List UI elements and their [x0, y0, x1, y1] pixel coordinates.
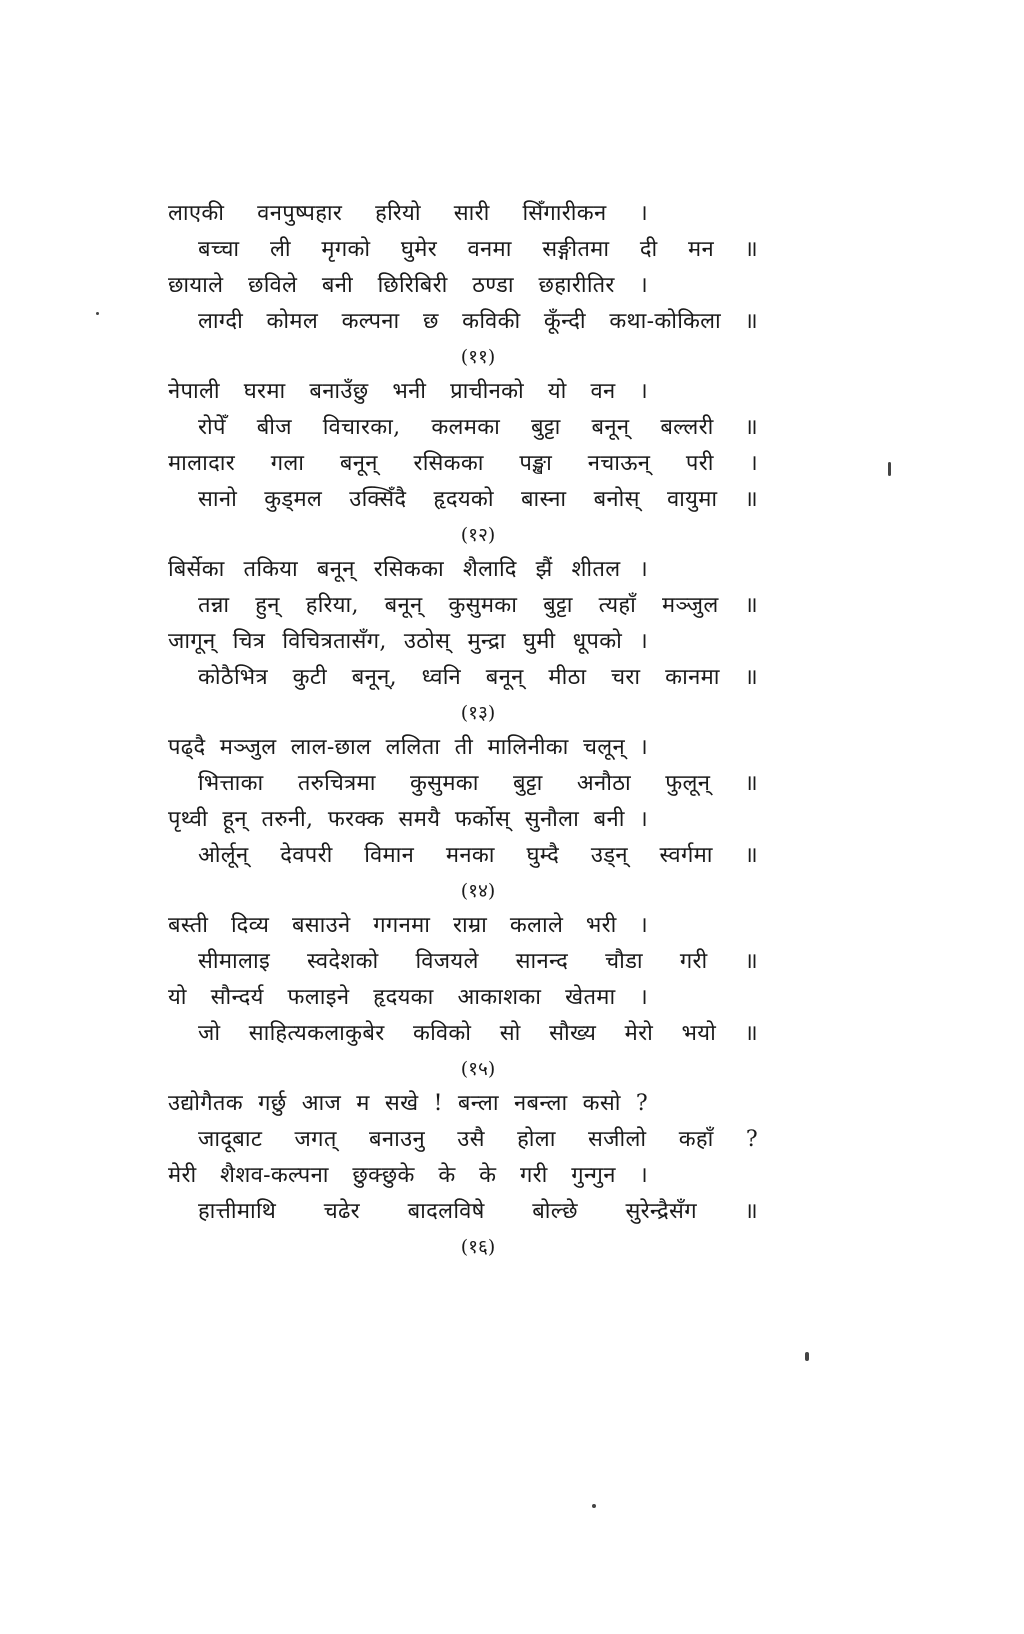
- stanza-11: [168, 196, 758, 374]
- verse-line: जो साहित्यकलाकुबेर कविको सो सौख्य मेरो भयो ॥: [198, 1021, 758, 1046]
- verse-line: बिर्सेका तकिया बनून् रसिकका शैलादि झैं शीतल ।: [168, 557, 648, 582]
- verse-line: भित्ताका तरुचित्रमा कुसुमका बुट्टा अनौठा फुलून् ॥: [198, 771, 758, 796]
- verse-line: पढ्दै मञ्जुल लाल-छाल ललिता ती मालिनीका चलून् ।: [168, 735, 648, 760]
- verse-line: तन्ना हुन् हरिया, बनून् कुसुमका बुट्टा त्यहाँ मञ्जुल ॥: [198, 593, 758, 618]
- verse-number: (१६): [460, 1236, 496, 1258]
- verse-line: लाएकी वनपुष्पहार हरियो सारी सिँगारीकन ।: [168, 201, 648, 226]
- verse-number: (१२): [460, 524, 496, 546]
- verse-number: (११): [460, 346, 496, 368]
- verse-line: सानो कुड्मल उक्सिँदै हृदयको बास्ना बनोस् वायुमा ॥: [198, 487, 758, 512]
- stanza-14: [168, 730, 758, 908]
- verse-line: बस्ती दिव्य बसाउने गगनमा राम्रा कलाले भरी ।: [168, 913, 648, 938]
- scan-speck: [888, 462, 891, 476]
- verse-line: यो सौन्दर्य फलाइने हृदयका आकाशका खेतमा ।: [168, 985, 648, 1010]
- verse-line: नेपाली घरमा बनाउँछु भनी प्राचीनको यो वन ।: [168, 379, 648, 404]
- verse-line: लाग्दी कोमल कल्पना छ कविकी कूँन्दी कथा-कोकिला ॥: [198, 309, 758, 334]
- verse-line: जादूबाट जगत् बनाउनु उसै होला सजीलो कहाँ ?: [198, 1127, 758, 1152]
- stanza-15: [168, 908, 758, 1086]
- verse-number: (१४): [460, 880, 496, 902]
- verse-line: बच्चा ली मृगको घुमेर वनमा सङ्गीतमा दी मन ॥: [198, 237, 758, 262]
- verse-line: पृथ्वी हून् तरुनी, फरक्क समयै फर्कोस् सुनौला बनी ।: [168, 807, 648, 832]
- verse-number: (१५): [460, 1058, 496, 1080]
- verse-line: मालादार गला बनून् रसिकका पङ्खा नचाऊन् परी ।: [168, 451, 758, 476]
- verse-line: हात्तीमाथि चढेर बादलविषे बोल्छे सुरेन्द्रैसँग ॥: [198, 1199, 758, 1224]
- verse-line: रोपेँ बीज विचारका, कलमका बुट्टा बनून् बल्लरी ॥: [198, 415, 758, 440]
- scan-speck: [592, 1504, 596, 1508]
- verse-line: जागून् चित्र विचित्रतासँग, उठोस् मुन्द्रा घुमी धूपको ।: [168, 629, 648, 654]
- verse-line: कोठैभित्र कुटी बनून्, ध्वनि बनून् मीठा चरा कानमा ॥: [198, 665, 758, 690]
- verse-line: मेरी शैशव-कल्पना छुक्छुके के के गरी गुन्गुन ।: [168, 1163, 648, 1188]
- verse-line: ओर्लून् देवपरी विमान मनका घुम्दै उड्न् स्वर्गमा ॥: [198, 843, 758, 868]
- verse-line: छायाले छविले बनी छिरिबिरी ठण्डा छहारीतिर ।: [168, 273, 648, 298]
- stanza-12: [168, 374, 758, 552]
- scan-speck: [805, 1352, 809, 1361]
- verse-line: सीमालाइ स्वदेशको विजयले सानन्द चौडा गरी ॥: [198, 949, 758, 974]
- verse-number: (१३): [460, 702, 496, 724]
- poem-page: [168, 196, 758, 1264]
- verse-line: उद्योगैतक गर्छु आज म सखे ! बन्ला नबन्ला कसो ?: [168, 1091, 648, 1116]
- stanza-13: [168, 552, 758, 730]
- stanza-16: [168, 1086, 758, 1264]
- scan-speck: [96, 312, 99, 315]
